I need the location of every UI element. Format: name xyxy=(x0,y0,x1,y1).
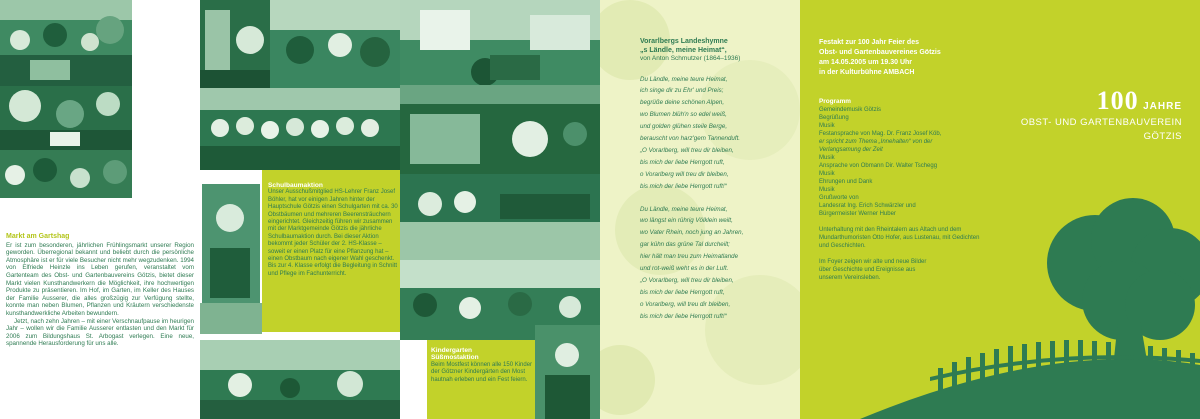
school-tree-heading: Schulbaumaktion xyxy=(268,182,323,189)
program-item: Musik xyxy=(819,155,835,161)
verse-line: „O Vorarlberg, will treu dir bleiben, xyxy=(640,277,734,284)
photo-apple-tables xyxy=(400,174,600,260)
festival-cover-panel xyxy=(800,0,1200,419)
photo-market-crowd xyxy=(0,0,132,86)
fest-line: Obst- und Gartenbauvereines Götzis xyxy=(819,49,941,56)
verse-line: wo Blumen blüh'n so edel weiß, xyxy=(640,111,727,119)
anthem-title-1: Vorarlbergs Landeshymne xyxy=(640,38,728,45)
photo-visitors xyxy=(270,0,400,88)
photo-market-stalls xyxy=(0,86,132,150)
program-item: Musik xyxy=(819,171,835,177)
subtitle-town: GÖTZIS xyxy=(1143,131,1182,142)
verse-line: Du Ländle, meine teure Heimat, xyxy=(640,205,728,213)
kindergarten-text: Beim Mostfest können alle 150 Kinder der Götzner Kindergärten den Most hautnah erleben und ein Fest feiern. xyxy=(431,361,533,383)
verse-line: o Vorarlberg will treu dir bleiben, xyxy=(640,170,729,178)
photo-shop-interior xyxy=(200,0,270,88)
foyer-text: Im Foyer zeigen wir alte und neue Bilder über Geschichte und Ereignisse aus unserem Vereinsleben. xyxy=(819,259,927,281)
verse-line: wo längst ein rührig Völklein weilt, xyxy=(640,217,733,225)
verse-line: „O Vorarlberg, will treu dir bleiben, xyxy=(640,146,734,154)
verse-line: ich singe dir zu Ehr' und Preis; xyxy=(640,87,724,95)
program-item: Begrüßung xyxy=(819,115,849,121)
verse-line: Du Ländle, meine teure Heimat, xyxy=(640,75,728,83)
title-word: JAHRE xyxy=(1143,101,1182,112)
program-item: Gemeindemusik Götzis xyxy=(819,107,882,113)
verse-line: berauscht von harz'gem Tannenduft. xyxy=(640,135,741,143)
verse-line: gar kühn das grüne Tal durcheilt; xyxy=(640,241,730,249)
verse-line: hier hält man treu zum Heimatlande xyxy=(640,253,739,261)
verse-line: begrüße deine schönen Alpen, xyxy=(640,99,725,107)
photo-cider-press xyxy=(400,104,600,174)
program-item: Ehrungen und Dank xyxy=(819,179,873,185)
program-item: Ansprache von Obmann Dir. Walter Tschegg xyxy=(819,163,938,169)
fest-line: am 14.05.2005 um 19.30 Uhr xyxy=(819,59,913,66)
festival-announcement xyxy=(819,38,994,78)
anthem-author: von Anton Schmutzer (1864–1936) xyxy=(640,55,741,62)
program-item: Bürgermeister Werner Huber xyxy=(819,211,896,217)
subtitle-club: OBST- UND GARTENBAUVEREIN xyxy=(1020,117,1182,128)
program-item: Landesrat Ing. Erich Schwärzler und xyxy=(819,203,916,209)
fest-line: Festakt zur 100 Jahr Feier des xyxy=(819,39,919,46)
market-heading: Markt am Gartshag xyxy=(6,233,70,240)
anthem-panel xyxy=(600,0,800,419)
verse-line: und rot-weiß weht es in der Luft. xyxy=(640,265,729,273)
photo-school-class-group xyxy=(200,88,400,170)
program-heading: Programm xyxy=(819,98,851,105)
kindergarten-section xyxy=(431,347,535,384)
kindergarten-heading-1: Kindergarten xyxy=(431,347,473,354)
program-list xyxy=(819,98,989,282)
school-tree-section xyxy=(268,182,398,278)
school-tree-text: Unser Ausschußmitglied HS-Lehrer Franz Josef Böhler, hat vor einigen Jahren hinter der Hauptschule Götzis einen Schulgarten mit ca. 30 Obstbäumen und mehreren Beerensträuchern eingerichtet. Gleichzeitig führen wir zusammen mit der Marktgemeinde Götzis die jährliche Schulbaumaktion durch. Bei dieser Aktion bekommt jeder Schüler der 2. HS-Klasse – soweit er einen Platz für eine Pflanzung hat – einen Obstbaum nach eigener Wahl geschenkt. Bis zur 4. Klasse erfolgt die Begleitung in Schnitt und Pflege im Fachunterricht. xyxy=(268,189,398,277)
title-number: 100 xyxy=(1096,86,1139,115)
entertainment-text: Unterhaltung mit den Rheintalern aus Altach und dem Mundarthumoristen Otto Hofer, aus Lustenau, mit Gedichten und Geschichten. xyxy=(819,227,980,249)
program-item: Musik xyxy=(819,187,835,193)
anniversary-title xyxy=(1021,86,1182,144)
verse-line: bis mich der liebe Herrgott ruft, xyxy=(640,158,725,166)
fest-line: in der Kulturbühne AMBACH xyxy=(819,69,915,76)
kindergarten-heading-2: Süßmostaktion xyxy=(431,354,479,362)
anthem-verse-1 xyxy=(640,74,800,193)
program-item: Grußworte von xyxy=(819,195,859,201)
photo-tree-planting xyxy=(200,178,262,338)
program-item: Verlangsamung der Zeit xyxy=(819,147,883,153)
verse-line: bis mich der liebe Herrgott ruft!“ xyxy=(640,312,727,320)
photo-children-orchard xyxy=(200,340,400,419)
photo-horse-carriage xyxy=(400,0,600,104)
program-item: Musik xyxy=(819,123,835,129)
verse-line: bis mich der liebe Herrgott ruft, xyxy=(640,288,725,296)
program-item: Festansprache von Mag. Dr. Franz Josef Köb, xyxy=(819,131,942,137)
anthem-title-2: „s Ländle, meine Heimat“, xyxy=(640,46,727,54)
market-section xyxy=(6,233,194,348)
program-item: er spricht zum Thema „Innehalten“ von der xyxy=(819,139,933,145)
market-paragraph-1: Er ist zum besonderen, jährlichen Frühlingsmarkt unserer Region geworden. Überregional bekannt und beliebt durch die persönliche Atmosphäre ist er für viele Besucher nicht mehr wegzudenken. 1994 von Elfriede Heinzle ins Leben gerufen, veranstaltet vom Gartenteam des Obst- und Gartenbauvereins Götzis, bietet dieser Markt vielen Kunsthandwerkern die Möglichkeit, ihre hochwertigen Produkte zu präsentieren. Im Hof, im Garten, im Keller des Hauses der Familie Ausserer, die alles großzügig zur Verfügung stellte, konnte man neben Blumen, Pflanzen und Kräutern verschiedenste kunsthandwerkliche Arbeiten bewundern. xyxy=(6,241,194,317)
verse-line: wo Vater Rhein, noch jung an Jahren, xyxy=(640,229,744,237)
photo-market-flowers xyxy=(0,150,132,198)
anthem-verse-2 xyxy=(640,204,800,323)
photo-children-cider xyxy=(535,325,600,419)
verse-line: o Vorarlberg, will treu dir bleiben, xyxy=(640,300,731,308)
verse-line: bis mich der liebe Herrgott ruft!“ xyxy=(640,182,727,190)
market-paragraph-2: Jetzt, nach zehn Jahren – mit einer Verschnaufpause im heurigen Jahr – wollen wir die Familie Ausserer entlasten und den Markt für 2006 zum Bildungshaus St. Arbogast verlegen. Eine neue, spannende Herausforderung für uns alle. xyxy=(6,317,194,348)
anthem-text xyxy=(640,38,800,334)
verse-line: und golden glühen steile Berge, xyxy=(640,123,728,131)
